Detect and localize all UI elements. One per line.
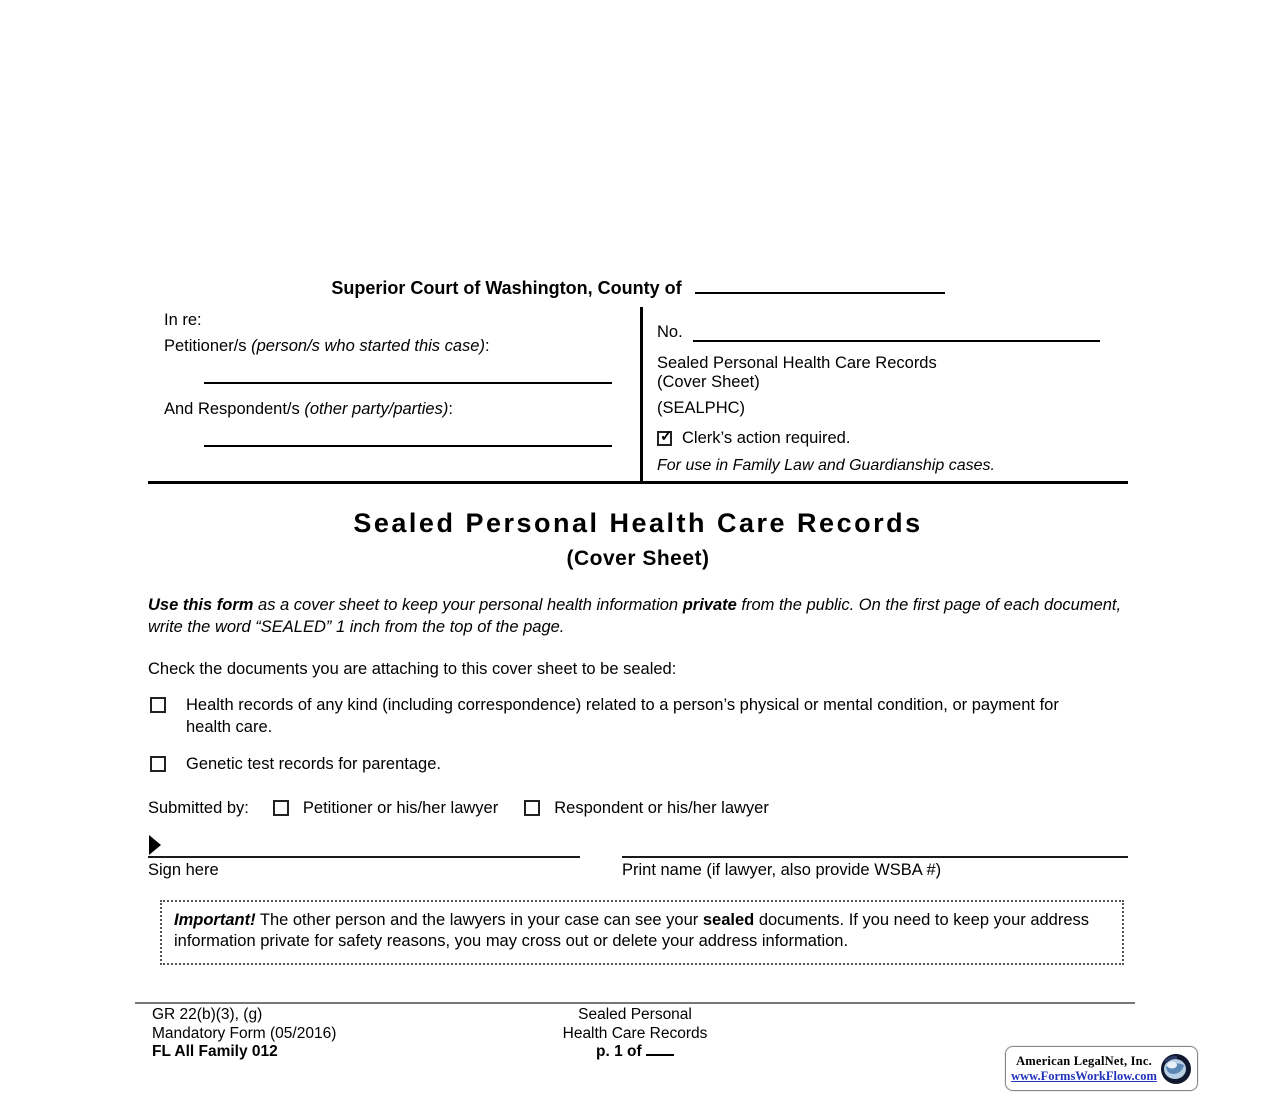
checklist-instruction: Check the documents you are attaching to this cover sheet to be sealed: — [148, 660, 677, 679]
globe-icon — [1160, 1053, 1192, 1085]
case-number-field[interactable] — [693, 324, 1100, 342]
page-subtitle: (Cover Sheet) — [566, 546, 710, 570]
caption-table — [148, 307, 1128, 484]
footer-form-number: FL All Family 012 — [152, 1043, 278, 1061]
petitioner-names-field[interactable] — [204, 364, 612, 384]
legalnet-badge — [1005, 1046, 1198, 1091]
footer-mandatory-form: Mandatory Form (05/2016) — [152, 1024, 337, 1042]
legalnet-company: American LegalNet, Inc. — [1016, 1053, 1152, 1068]
clerk-action-label: Clerk’s action required. — [682, 428, 851, 447]
for-use-note: For use in Family Law and Guardianship cases. — [657, 456, 995, 474]
submitted-by-label: Submitted by: — [148, 798, 249, 817]
signature-field[interactable] — [148, 828, 580, 858]
petitioner-label: Petitioner/s (person/s who started this case): — [164, 337, 490, 355]
sign-here-arrow-icon — [149, 835, 161, 855]
case-number-label: No. — [657, 323, 683, 341]
footer-form-info — [152, 1006, 336, 1062]
respondent-names-field[interactable] — [204, 427, 612, 447]
form-code: (SEALPHC) — [657, 398, 746, 417]
caption-right-cell — [640, 307, 1128, 481]
petitioner-hint: (person/s who started this case) — [251, 337, 485, 355]
submitted-by-row — [148, 799, 1128, 818]
signature-lines — [148, 828, 1128, 858]
genetic-test-checkbox[interactable] — [150, 756, 166, 772]
important-notice: Important! The other person and the lawyers in your case can see your sealed documents. If you need to keep your address information private for safety reasons, you may cross out or delete your address information. — [160, 900, 1124, 965]
in-re-label: In re: — [164, 311, 202, 329]
submitted-respondent-label: Respondent or his/her lawyer — [554, 798, 769, 817]
sign-here-label: Sign here — [148, 860, 219, 879]
county-field[interactable] — [695, 279, 945, 294]
page-number: p. 1 of — [435, 1043, 835, 1062]
checkmark-icon: ✓ — [660, 427, 673, 445]
footer-doc-title: Sealed Personal Health Care Records p. 1 of — [435, 1006, 835, 1062]
checklist-item-label: Genetic test records for parentage. — [186, 754, 441, 773]
footer-rule-citation: GR 22(b)(3), (g) — [152, 1006, 263, 1023]
case-number-row — [657, 323, 1126, 342]
submitted-petitioner-checkbox[interactable] — [273, 800, 289, 816]
print-name-field[interactable] — [622, 828, 1128, 858]
health-records-checkbox[interactable] — [150, 697, 166, 713]
checklist-item-label: Health records of any kind (including correspondence) related to a person’s physical or mental condition, or payment for health care. — [186, 696, 1059, 736]
submitted-respondent-checkbox[interactable] — [524, 800, 540, 816]
clerk-action-row — [657, 429, 1126, 448]
caption-left-cell — [148, 307, 640, 481]
total-pages-field[interactable] — [646, 1044, 674, 1056]
caption-doc-title: Sealed Personal Health Care Records (Cover Sheet) — [657, 354, 937, 392]
clerk-action-checkbox[interactable] — [657, 427, 673, 446]
submitted-petitioner-label: Petitioner or his/her lawyer — [302, 798, 499, 817]
intro-paragraph: Use this form as a cover sheet to keep your personal health information private from the public. On the first page of each document, write the word “SEALED” 1 inch from the top of the page. — [148, 595, 1122, 636]
print-name-label: Print name (if lawyer, also provide WSBA #) — [622, 860, 942, 879]
court-header — [148, 278, 1128, 299]
respondent-hint: (other party/parties) — [304, 400, 449, 418]
signature-labels — [148, 861, 1128, 880]
respondent-label: And Respondent/s (other party/parties): — [164, 400, 453, 418]
checklist-item-genetic-test — [148, 754, 1128, 775]
checklist-item-health-records — [148, 695, 1128, 737]
page-title: Sealed Personal Health Care Records — [353, 507, 923, 538]
legalnet-url-link[interactable]: www.FormsWorkFlow.com — [1011, 1068, 1157, 1083]
footer-divider — [135, 1002, 1135, 1004]
court-header-label: Superior Court of Washington, County of — [331, 278, 682, 298]
